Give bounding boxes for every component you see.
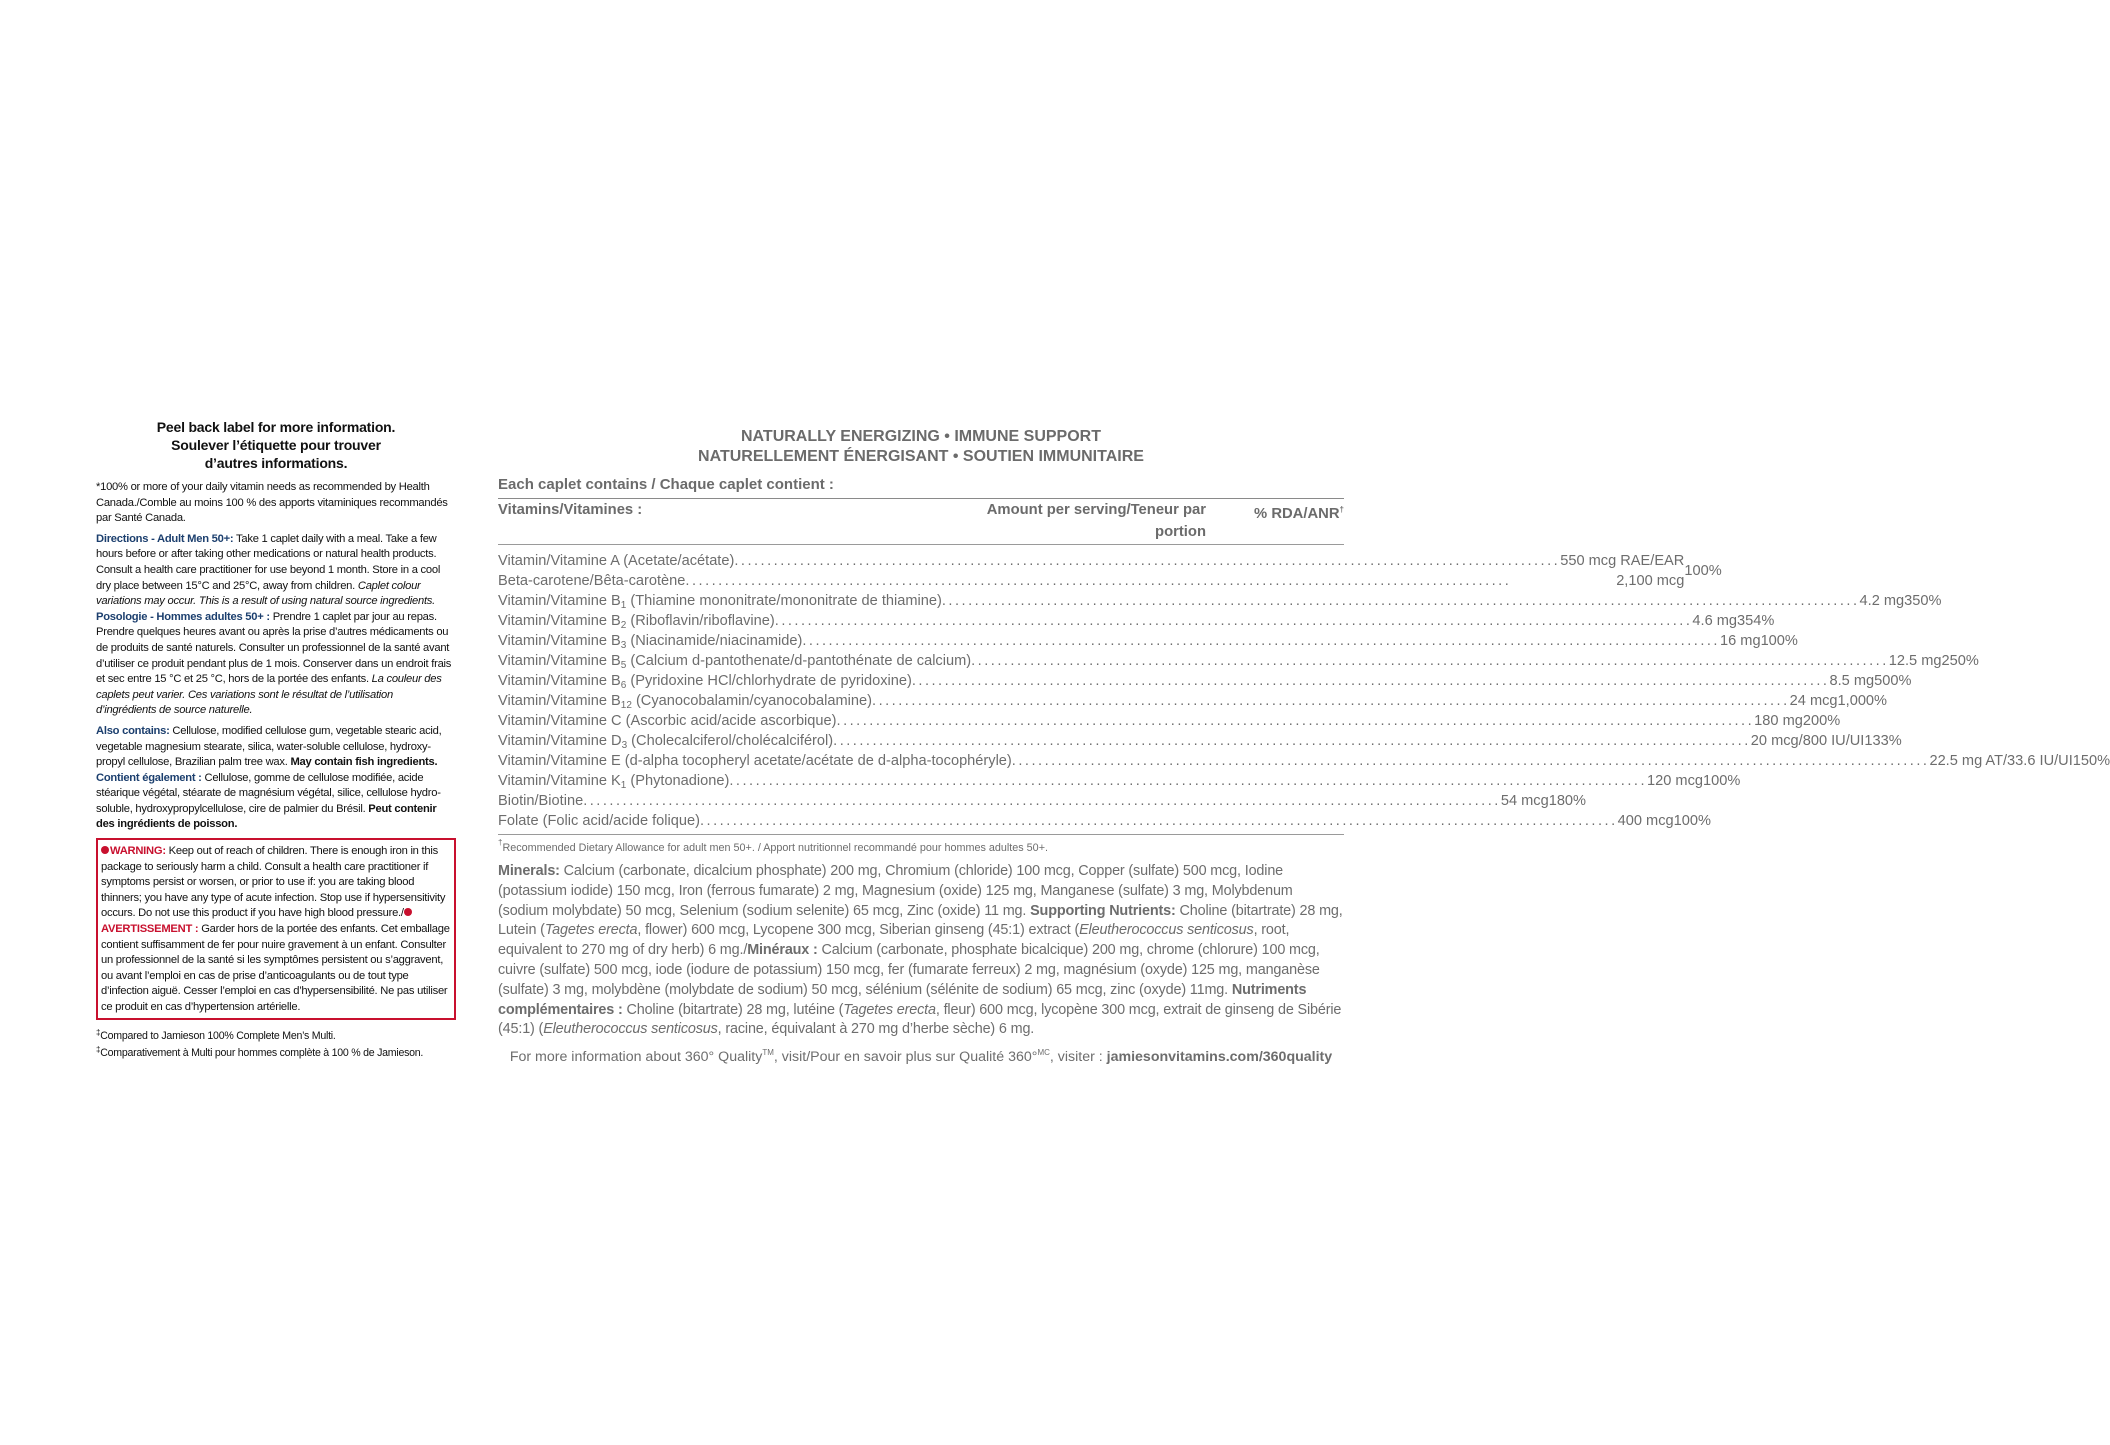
row-label-text: Vitamin/Vitamine B [498,613,621,629]
minerals-paragraph [498,862,1344,1040]
posologie-text: Prendre 1 caplet par jour au repas. Prendre quelques heures avant ou après la prise d’autres médicaments ou de produits de santé naturels. Consulter un professionnel de la santé avant d’utiliser ce produit pendant plus de 1 mois. Conserver dans un endroit frais et sec entre 15 °C et 25 °C, hors de la portée des enfants. [96,610,452,686]
row-percent: 1,000% [1837,693,1888,709]
rda-note-text: Recommended Dietary Allowance for adult men 50+. / Apport nutritionnel recommandé pour hommes adultes 50+. [502,842,1048,854]
row-label [498,631,802,651]
table-row [498,771,1741,791]
row-amount: 54 mcg [1500,793,1549,809]
row-label-text: Vitamin/Vitamine B [498,633,621,649]
minerals-label: Minerals: [498,863,560,879]
row-label-text: (Phytonadione) [626,773,730,789]
right-panel [498,427,2110,1066]
row-subscript: 3 [621,740,628,751]
more-info-line [498,1048,1344,1065]
trademark-sup: TM [762,1048,774,1058]
peel-line-1: Peel back label for more information. [156,419,396,435]
compared-en-text: Compared to Jamieson 100% Complete Men’s Multi. [100,1029,336,1042]
also-contains [96,724,456,771]
row-label [498,711,837,731]
row-percent: 354% [1737,613,1775,629]
supporting-text: Choline (bitartrate) 28 mg, Lutein ( [498,902,1343,939]
contient-egalement [96,771,456,833]
rda-dagger: † [498,838,503,847]
warning-bullet-icon [101,846,109,854]
warning-text: Keep out of reach of children. There is enough iron in this package to seriously harm a child. Consult a health care practitioner if symptoms persist or worsen, or prior to use if: you are taking blood thinners; you have any type of acute infection. Stop use if hypersensitivity occurs. Do not use this product if you have high blood pressure./ [101,845,446,920]
nutriments-text: Choline (bitartrate) 28 mg, lutéine ( [622,1001,844,1018]
more-text: For more information about 360° Quality [509,1049,763,1066]
supporting-italic: Tagetes erecta [544,922,638,939]
row-label [498,671,912,691]
table-row [498,591,1942,611]
mineraux-label: Minéraux : [747,942,818,959]
table-row [498,731,1902,751]
compared-en [96,1026,456,1043]
row-label [498,731,833,751]
marque-sup: MC [1037,1048,1050,1058]
table-row [498,551,1684,571]
row-label-text: Vitamin/Vitamine E (d-alpha tocopheryl acetate/acétate de d-alpha-tocophéryle) [498,753,1012,769]
comparison-notes [96,1026,456,1060]
directions-italic: Caplet colour variations may occur. This is a result of using natural source ingredients. [96,579,435,608]
row-percent: 250% [1941,653,1979,669]
row-label-text: Vitamin/Vitamine B [498,653,621,669]
row-label-text: (Calcium d-pantothenate/d-pantothénate de calcium) [626,653,972,669]
row-percent: 100% [1684,563,1722,579]
table-row [498,691,1888,711]
row-amount: 4.6 mg [1692,613,1738,629]
row-amount: 20 mcg/800 IU/UI [1750,733,1865,749]
row-amount: 8.5 mg [1829,673,1875,689]
row-amount: 2,100 mcg [1616,573,1685,589]
table-row [498,671,1912,691]
rda-note [498,834,1344,854]
row-percent: 350% [1904,593,1942,609]
row-amount: 22.5 mg AT/33.6 IU/UI [1929,753,2073,769]
also-contains-label: Also contains: [96,724,170,737]
row-label: Beta-carotene/Bêta-carotène [498,573,686,589]
warning-label: WARNING: [110,845,166,858]
row-percent: 100% [1703,773,1741,789]
supporting-italic: Eleutherococcus senticosus [1079,922,1254,939]
supporting-text: , flower) 600 mcg, Lycopene 300 mcg, Siberian ginseng (45:1) extract ( [637,922,1080,939]
table-row [498,571,1684,591]
directions-label: Directions - Adult Men 50+: [96,532,234,545]
row-amount: 24 mcg [1789,693,1838,709]
row-amount: 550 mcg RAE/EAR [1560,553,1685,569]
website-link[interactable]: jamiesonvitamins.com/360quality [1106,1049,1333,1066]
row-subscript: 6 [620,680,627,691]
dot-leader: ............................................................................................................................................ [911,673,1830,689]
row-label [498,811,700,831]
dot-leader: .............................................................................................................................. [734,553,1561,569]
headline-fr: NATURELLEMENT ÉNERGISANT • SOUTIEN IMMUNITAIRE [698,448,1144,465]
avertissement-label: AVERTISSEMENT : [101,923,199,936]
posologie-italic: La couleur des caplets peut varier. Ces variations sont le résultat de l’utilisation d’ingrédients de source naturelle. [96,673,442,717]
also-contains-text: Cellulose, modified cellulose gum, vegetable stearic acid, vegetable magnesium stearate, silica, water-soluble cellulose, hydroxy-propyl cellulose, Brazilian palm tree wax. [96,724,442,769]
row-percent: 200% [1802,713,1841,729]
peel-line-2: Soulever l’étiquette pour trouver [171,437,381,453]
row-label [498,591,942,611]
supporting-text: , root, equivalent to 270 mg of dry herb) 6 mg./ [498,922,1290,959]
row-label-text: (Riboflavin/riboflavine) [626,613,775,629]
row-percent: 100% [1760,633,1798,649]
contient-label: Contient également : [96,771,202,784]
row-percent: 500% [1874,673,1912,689]
dot-leader: .............................................................................................................................. [685,573,1512,589]
table-row-vitamin-a [498,551,1722,591]
row-label-text: Vitamin/Vitamine B [498,673,621,689]
row-label-text: Vitamin/Vitamine B [498,593,621,609]
double-dagger: ‡ [96,1027,101,1037]
table-row [498,631,1798,651]
col-vitamins: Vitamins/Vitamines : [498,502,643,518]
row-label [498,651,971,671]
warning-box [96,838,456,1020]
nutriments-italic: Eleutherococcus senticosus [543,1021,718,1038]
avertissement-text: Garder hors de la portée des enfants. Cet emballage contient suffisamment de fer pour nuire gravement à un enfant. Consulter un professionnel de la santé si les symptômes persistent ou s’aggravent, ou avant l’emploi en cas de prise d’anticoagulants ou de tout type d’infection aiguë. Cesser l’emploi en cas d’hypersensibilité. Ne pas utiliser ce produit en cas d’hypertension artérielle. [101,923,450,1013]
row-label-text: (Thiamine mononitrate/mononitrate de thiamine) [626,593,942,609]
row-label [498,791,583,811]
minerals-text: Calcium (carbonate, dicalcium phosphate) 200 mg, Chromium (chloride) 100 mcg, Copper (sulfate) 500 mcg, Iodine (potassium iodide) 150 mcg, Iron (ferrous fumarate) 2 mg, Magnesium (oxide) 125 mg, Manganese (sulfate) 3 mg, Molybdenum (sodium molybdate) 50 mcg, Selenium (sodium selenite) 65 mcg, Zinc (oxide) 11 mg. [498,863,1293,919]
table-row [498,711,1841,731]
row-label-text: Vitamin/Vitamine D [498,733,622,749]
row-subscript: 12 [620,700,632,711]
row-amount: 4.2 mg [1859,593,1905,609]
posologie-label: Posologie - Hommes adultes 50+ : [96,610,270,623]
row-label-text: Vitamin/Vitamine C (Ascorbic acid/acide ascorbique) [498,713,837,729]
dot-leader: ............................................................................................................................................ [699,813,1618,829]
nutriments-text: , fleur) 600 mcg, lycopène 300 mcg, extrait de ginseng de Sibérie (45:1) ( [498,1001,1342,1038]
row-subscript: 2 [620,620,627,631]
nutriments-text: , racine, équivalant à 270 mg d’herbe sèche) 6 mg. [717,1021,1035,1038]
headline [498,427,1344,467]
row-subscript: 3 [620,640,627,651]
table-row [498,751,2110,771]
row-label-text: Vitamin/Vitamine B [498,693,621,709]
dot-leader: ............................................................................................................................................ [971,653,1889,669]
contient-bold: Peut contenir des ingrédients de poisson. [96,802,437,831]
dot-leader: ............................................................................................................................................ [729,773,1648,789]
row-percent: 150% [2072,753,2110,769]
row-amount: 12.5 mg [1888,653,1942,669]
vitamin-table [498,551,2110,831]
dot-leader: ............................................................................................................................................ [833,733,1751,749]
row-percent: 100% [1673,813,1711,829]
row-label-text: (Pyridoxine HCl/chlorhydrate de pyridoxine) [626,673,912,689]
dot-leader: ............................................................................................................................................ [774,613,1693,629]
row-subscript: 1 [620,600,627,611]
row-amount: 16 mg [1720,633,1761,649]
table-row [498,651,1979,671]
peel-line-3: d’autres informations. [204,455,348,471]
row-amount: 180 mg [1754,713,1803,729]
contient-text: Cellulose, gomme de cellulose modifiée, acide stéarique végétal, stéarate de magnésium végétal, silice, cellulose hydro-soluble, hydroxypropylcellulose, cire de palmier du Brésil. [96,771,441,815]
compared-fr [96,1043,456,1060]
row-label-text: (Niacinamide/niacinamide) [626,633,803,649]
double-dagger: ‡ [96,1044,101,1054]
row-label [498,771,729,791]
peel-back-notice [96,418,456,472]
directions-fr [96,610,456,719]
row-subscript: 5 [620,660,627,671]
nutriments-label: Nutriments complémentaires : [498,981,1307,1018]
col-rda-dagger: † [1339,505,1344,514]
also-contains-bold: May contain fish ingredients. [290,756,438,769]
col-rda [1206,499,1344,543]
row-label-text: (Cyanocobalamin/cyanocobalamine) [631,693,873,709]
dot-leader: ............................................................................................................................................ [941,593,1860,609]
headline-en: NATURALLY ENERGIZING • IMMUNE SUPPORT [741,428,1101,445]
directions-text: Take 1 caplet daily with a meal. Take a few hours before or after taking other medications or natural health products. Consult a health care practitioner for use beyond 1 month. Store in a cool dry place between 15°C and 25°C, away from children. [96,532,441,592]
col-amount: Amount per serving/Teneur par portion [986,502,1206,540]
col-rda-label: % RDA/ANR [1254,506,1340,522]
dot-leader: ............................................................................................................................................ [583,793,1501,809]
row-label-text: (Cholecalciferol/cholécalciférol) [627,733,834,749]
row-label-text: Biotin/Biotine [498,793,584,809]
table-row [498,791,1587,811]
table-header [498,499,1344,545]
row-label: Vitamin/Vitamine A (Acetate/acétate) [498,553,735,569]
dot-leader: ............................................................................................................................................ [872,693,1790,709]
table-row [498,611,1775,631]
row-percent: 180% [1548,793,1587,809]
row-amount: 400 mcg [1617,813,1674,829]
row-amount: 120 mcg [1647,773,1704,789]
daily-needs-footnote: *100% or more of your daily vitamin needs as recommended by Health Canada./Comble au moins 100 % des apports vitaminiques recommandés par Santé Canada. [96,481,448,525]
dot-leader: ............................................................................................................................................ [836,713,1755,729]
row-label [498,691,872,711]
mineraux-text: Calcium (carbonate, phosphate bicalcique) 200 mg, chrome (chlorure) 100 mcg, cuivre (sulfate) 500 mcg, iode (iodure de potassium) 150 mcg, fer (fumarate ferreux) 2 mg, magnésium (oxyde) 125 mg, manganèse (sulfate) 3 mg, molybdène (molybdate de sodium) 50 mcg, sélénium (sélénite de sodium) 65 mcg, zinc (oxyde) 11mg. [498,942,1320,998]
compared-fr-text: Comparativement à Multi pour hommes complète à 100 % de Jamieson. [100,1046,424,1059]
more-text: , visiter : [1049,1049,1107,1066]
directions-en [96,532,456,610]
row-percent: 133% [1864,733,1902,749]
supporting-label: Supporting Nutrients: [1030,902,1176,919]
left-panel [96,418,456,1060]
row-label-text: Vitamin/Vitamine K [498,773,621,789]
each-caplet-contains: Each caplet contains / Chaque caplet contient : [498,476,1344,499]
row-subscript: 1 [620,780,627,791]
table-row [498,811,1711,831]
row-label-text: Folate (Folic acid/acide folique) [498,813,700,829]
avertissement-bullet-icon [404,908,412,916]
nutriments-italic: Tagetes erecta [843,1001,936,1018]
row-label [498,751,1012,771]
more-text: , visit/Pour en savoir plus sur Qualité 360° [773,1049,1038,1066]
dot-leader: ............................................................................................................................................ [802,633,1720,649]
dot-leader: ............................................................................................................................................ [1011,753,1930,769]
row-label [498,611,775,631]
